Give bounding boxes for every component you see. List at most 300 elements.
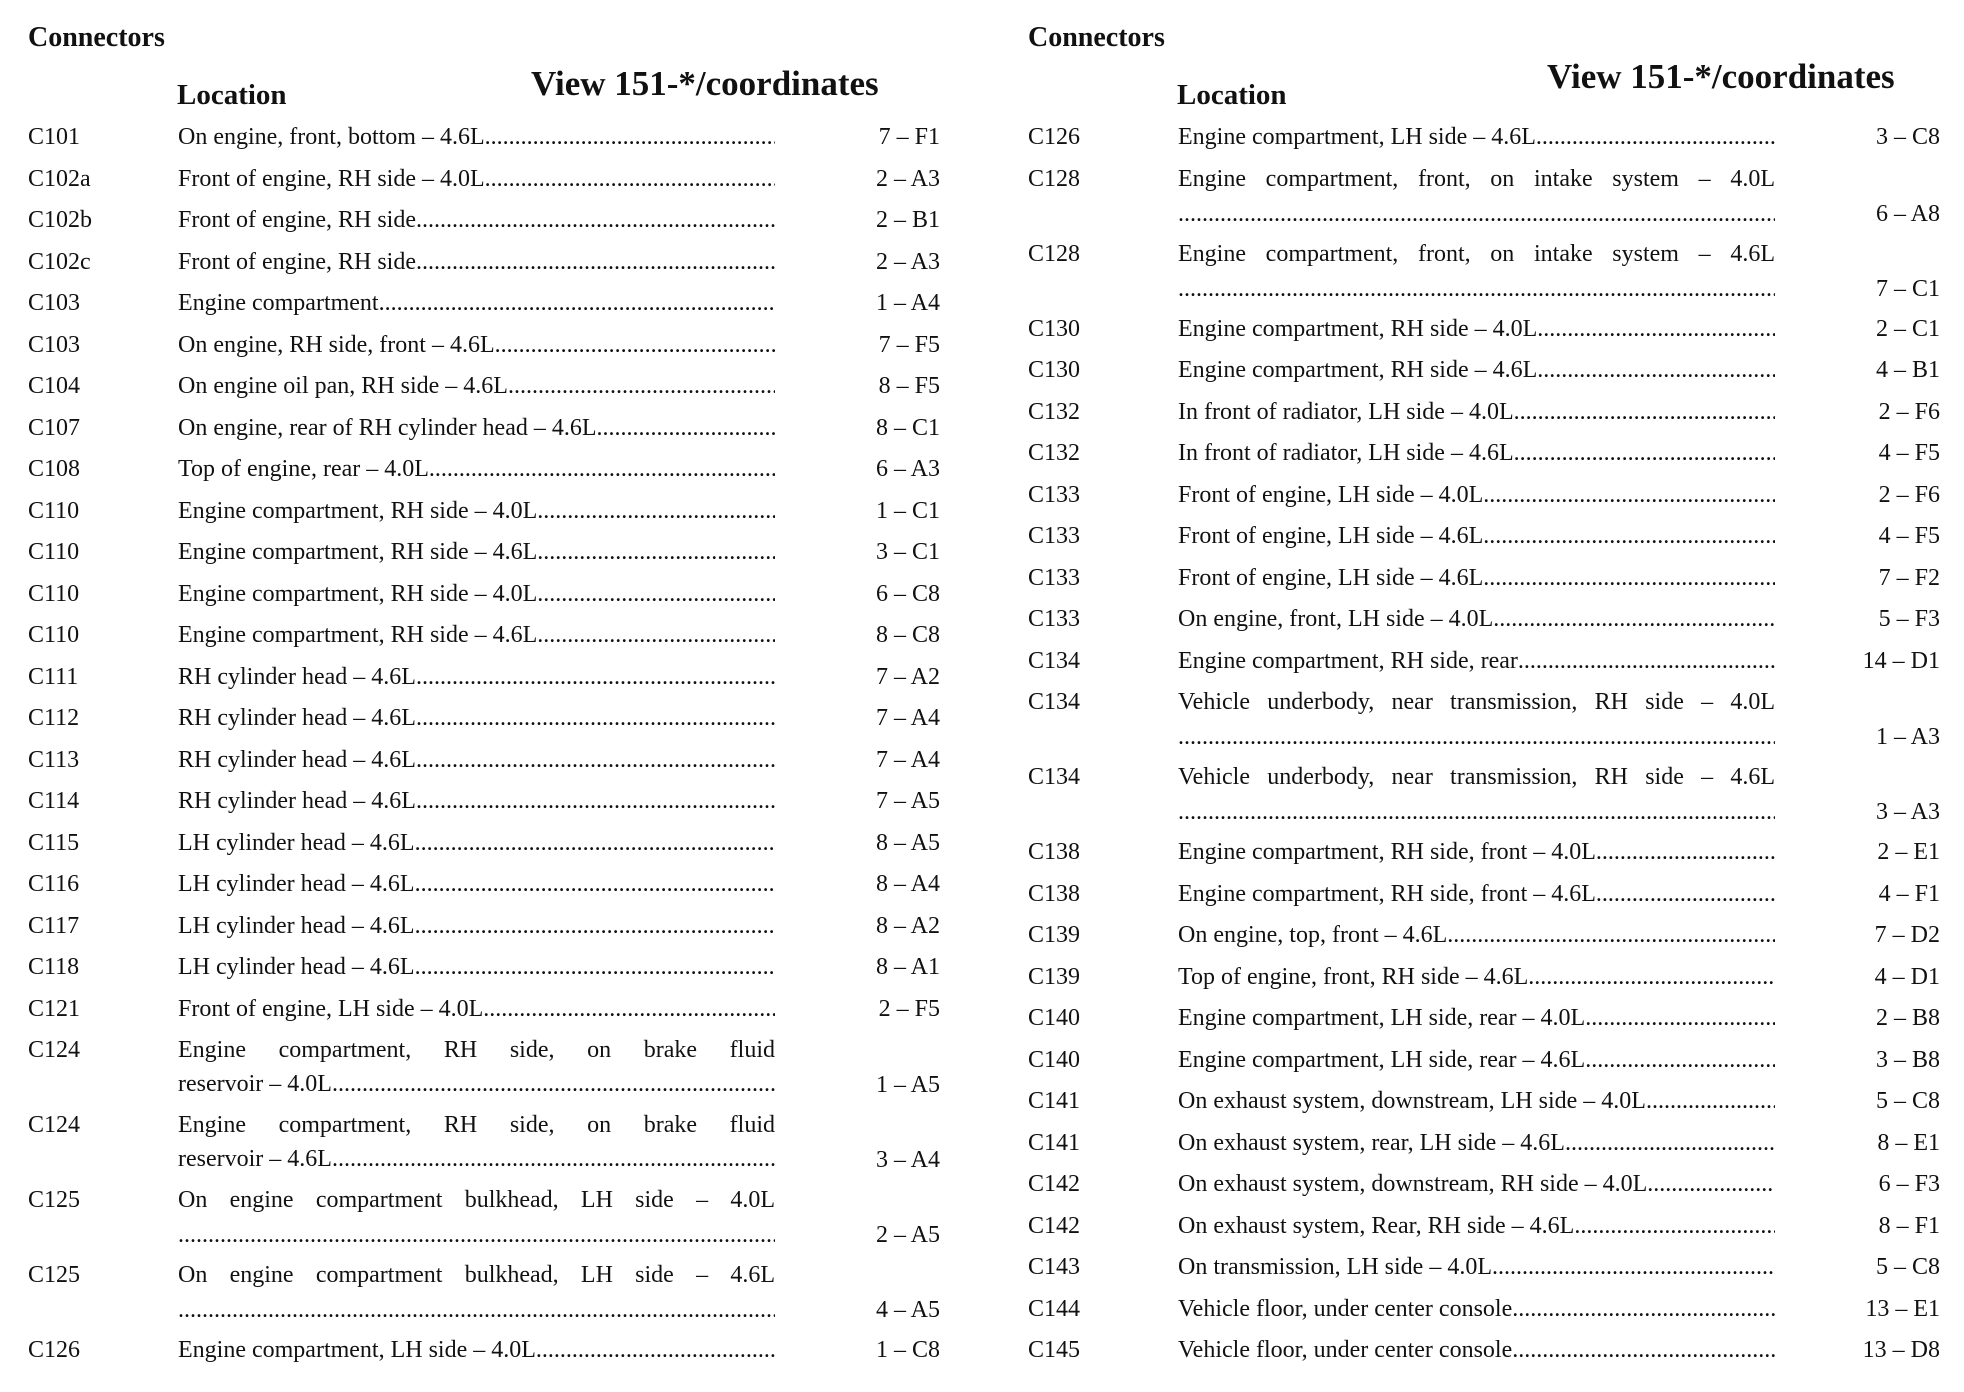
- dot-leader: [495, 328, 775, 362]
- location-line-wrapper: [178, 328, 775, 362]
- connector-location: [1178, 353, 1775, 387]
- location-line: Front of engine, LH side – 4.0L: [1178, 481, 1484, 508]
- view-coordinate: 7 – A4: [875, 746, 940, 773]
- section-title: Connectors: [1028, 22, 1165, 53]
- connector-location: [178, 120, 775, 154]
- view-coordinate: 8 – F1: [1878, 1212, 1940, 1239]
- connector-row: [28, 867, 940, 909]
- location-line: Engine compartment, RH side, on brake fluid: [178, 1037, 775, 1063]
- view-coordinate: 1 – C8: [875, 1337, 940, 1363]
- location-line: RH cylinder head – 4.6L: [178, 788, 416, 814]
- connector-location: [178, 1183, 775, 1252]
- connector-location: [178, 369, 775, 403]
- connector-row: [1028, 162, 1940, 237]
- location-line-wrapper: [178, 411, 775, 445]
- location-line: reservoir – 4.6L: [178, 1146, 332, 1172]
- connector-location: [1178, 1209, 1775, 1243]
- view-coordinate: 2 – B8: [1875, 1005, 1940, 1031]
- dot-leader: [1514, 436, 1775, 470]
- dot-leader: [1574, 1209, 1775, 1243]
- connector-id: C102b: [28, 207, 93, 233]
- dot-leader: [485, 120, 775, 154]
- view-coordinate: 5 – C8: [1875, 1088, 1940, 1114]
- view-coordinate: 7 – F2: [1878, 564, 1940, 591]
- location-line: Vehicle floor, under center console: [1178, 1295, 1513, 1322]
- location-line: Engine compartment, RH side – 4.0L: [178, 580, 538, 607]
- dot-leader: [1565, 1126, 1775, 1160]
- connector-id: C142: [1028, 1171, 1081, 1197]
- location-line: Engine compartment, RH side, front – 4.0L: [1178, 839, 1596, 865]
- location-line: On engine, rear of RH cylinder head – 4.6L: [178, 414, 597, 441]
- dot-leader: [379, 286, 775, 320]
- connector-location: [1178, 1001, 1775, 1035]
- connector-location: [1178, 760, 1775, 829]
- view-coordinate: 3 – A3: [1875, 799, 1940, 825]
- dot-leader: [537, 577, 775, 611]
- location-line-wrapper: [178, 950, 775, 984]
- view-coordinate: 4 – F5: [1878, 523, 1940, 549]
- view-coordinate: 2 – A5: [875, 1222, 940, 1248]
- location-line: In front of radiator, LH side – 4.0L: [1178, 398, 1514, 425]
- dot-leader: [1528, 960, 1775, 994]
- connector-location: [178, 286, 775, 320]
- connector-row: [1028, 1333, 1940, 1375]
- connector-id: C124: [28, 1037, 81, 1063]
- connector-row: [28, 1333, 940, 1375]
- connector-row: [28, 950, 940, 992]
- location-line: RH cylinder head – 4.6L: [178, 746, 416, 773]
- dot-leader: [416, 203, 775, 237]
- location-line: Front of engine, RH side – 4.0L: [178, 165, 485, 192]
- location-line: On exhaust system, rear, LH side – 4.6L: [1178, 1129, 1565, 1156]
- connector-id: C140: [1028, 1046, 1081, 1073]
- location-line: LH cylinder head – 4.6L: [178, 912, 415, 939]
- location-line: Top of engine, front, RH side – 4.6L: [1178, 963, 1529, 990]
- connector-location: [1178, 395, 1775, 429]
- connector-row: [1028, 1001, 1940, 1043]
- connector-id: C113: [28, 746, 80, 773]
- connector-row: [28, 1033, 940, 1108]
- connector-id: C125: [28, 1187, 81, 1213]
- connector-location: [178, 245, 775, 279]
- connector-location: [178, 950, 775, 984]
- view-coordinate: 6 – A8: [1875, 200, 1940, 227]
- location-line: Engine compartment, LH side – 4.6L: [1178, 124, 1536, 150]
- connector-id: C138: [1028, 839, 1081, 865]
- connector-row: [28, 660, 940, 702]
- connector-id: C132: [1028, 440, 1081, 466]
- connector-id: C102c: [28, 248, 91, 275]
- location-line: Front of engine, LH side – 4.0L: [178, 995, 484, 1022]
- connector-row: [1028, 835, 1940, 877]
- view-coordinate: 7 – C1: [1875, 275, 1940, 302]
- connector-id: C126: [28, 1337, 81, 1363]
- connector-location: [178, 411, 775, 445]
- connector-id: C139: [1028, 963, 1081, 990]
- location-line-wrapper: [1178, 1167, 1775, 1201]
- dot-leader: [415, 950, 775, 984]
- location-line: LH cylinder head – 4.6L: [178, 871, 415, 897]
- connector-id: C114: [28, 788, 80, 814]
- view-coordinate: 7 – F5: [878, 331, 940, 358]
- connector-row: [28, 701, 940, 743]
- dot-leader: [332, 1067, 775, 1101]
- dot-leader: [597, 411, 775, 445]
- connector-row: [28, 618, 940, 660]
- connector-location: [1178, 1167, 1775, 1201]
- connector-row: [1028, 1126, 1940, 1168]
- location-line-wrapper: [1178, 1043, 1775, 1077]
- view-coordinate: 2 – F5: [878, 995, 940, 1022]
- connector-location: [1178, 835, 1775, 869]
- location-line-wrapper: [1178, 1084, 1775, 1118]
- location-line-wrapper: [1178, 1333, 1775, 1367]
- view-coordinate: 6 – A3: [875, 456, 940, 482]
- dot-leader: [537, 618, 775, 652]
- dot-leader: [1483, 561, 1775, 595]
- location-line: Engine compartment, LH side, rear – 4.0L: [1178, 1005, 1586, 1031]
- connector-id: C108: [28, 456, 81, 482]
- dot-leader: [1512, 1292, 1775, 1326]
- view-coordinate: 13 – E1: [1865, 1295, 1940, 1322]
- view-coordinate: 1 – A4: [875, 290, 940, 316]
- location-line: Engine compartment, RH side – 4.0L: [1178, 315, 1538, 342]
- view-coordinate: 7 – A5: [875, 788, 940, 814]
- dot-leader: [1536, 120, 1775, 154]
- connector-location: [1178, 478, 1775, 512]
- connector-location: [178, 618, 775, 652]
- connector-location: [178, 1333, 775, 1367]
- location-line: Vehicle floor, under center console: [1178, 1337, 1513, 1363]
- connector-row: [28, 743, 940, 785]
- view-coordinate: 14 – D1: [1862, 647, 1940, 674]
- connector-row: [28, 369, 940, 411]
- connector-row: [1028, 602, 1940, 644]
- view-coordinate: 7 – F1: [878, 124, 940, 150]
- connector-location: [1178, 1126, 1775, 1160]
- location-line-wrapper: [178, 701, 775, 735]
- dot-leader: [1537, 353, 1775, 387]
- view-coordinate: 8 – A1: [875, 954, 940, 980]
- section-title: Connectors: [28, 22, 165, 53]
- connector-location: [1178, 918, 1775, 952]
- view-coordinate: 4 – B1: [1875, 357, 1940, 383]
- dot-leader: [1178, 720, 1775, 754]
- connector-location: [178, 826, 775, 860]
- connector-location: [178, 1108, 775, 1176]
- connector-location: [178, 328, 775, 362]
- connector-location: [178, 909, 775, 943]
- connector-row: [28, 784, 940, 826]
- location-line-wrapper: [1178, 519, 1775, 553]
- connector-row: [28, 577, 940, 619]
- dot-leader: [1596, 835, 1775, 869]
- connector-location: [1178, 1250, 1775, 1284]
- connector-id: C130: [1028, 315, 1081, 342]
- location-line: Front of engine, LH side – 4.6L: [1178, 523, 1484, 549]
- dot-leader: [415, 826, 775, 860]
- dot-leader: [536, 1333, 775, 1367]
- location-line: Engine compartment: [178, 290, 379, 316]
- location-line-wrapper: [1178, 644, 1775, 678]
- dot-leader: [483, 992, 775, 1026]
- dot-leader: [416, 743, 775, 777]
- location-line: On engine compartment bulkhead, LH side – 4.0L: [178, 1187, 775, 1213]
- connector-id: C115: [28, 829, 80, 856]
- location-line: On engine, RH side, front – 4.6L: [178, 331, 495, 358]
- connector-id: C141: [1028, 1129, 1081, 1156]
- connector-id: C145: [1028, 1337, 1081, 1363]
- location-line: Engine compartment, RH side, rear: [1178, 647, 1518, 674]
- connector-location: [178, 992, 775, 1026]
- view-coordinate: 1 – A3: [1875, 724, 1940, 750]
- location-line: On engine oil pan, RH side – 4.6L: [178, 373, 508, 399]
- location-line: Front of engine, LH side – 4.6L: [1178, 564, 1484, 591]
- connector-id: C110: [28, 497, 80, 524]
- dot-leader: [1492, 1250, 1775, 1284]
- dot-leader: [1537, 312, 1775, 346]
- connector-location: [1178, 1333, 1775, 1367]
- view-coordinate: 13 – D8: [1862, 1337, 1940, 1363]
- connector-location: [178, 494, 775, 528]
- dot-leader: [1596, 877, 1775, 911]
- location-line: LH cylinder head – 4.6L: [178, 954, 415, 980]
- location-line: RH cylinder head – 4.6L: [178, 705, 416, 731]
- location-line-wrapper: [178, 867, 775, 901]
- view-coordinate: 2 – C1: [1875, 315, 1940, 342]
- connector-id: C111: [28, 663, 79, 690]
- location-line-wrapper: [1178, 1209, 1775, 1243]
- location-line: LH cylinder head – 4.6L: [178, 829, 415, 856]
- connector-location: [1178, 120, 1775, 154]
- connector-row: [28, 826, 940, 868]
- connector-id: C144: [1028, 1295, 1081, 1322]
- connector-id: C104: [28, 373, 81, 399]
- connector-row: [1028, 436, 1940, 478]
- location-line-wrapper: [178, 618, 775, 652]
- view-coordinate: 8 – C1: [875, 414, 940, 441]
- view-coordinate: 3 – C8: [1875, 124, 1940, 150]
- connector-location: [178, 452, 775, 486]
- connector-id: C133: [1028, 564, 1081, 591]
- connector-id: C141: [1028, 1088, 1081, 1114]
- location-line-wrapper: [178, 203, 775, 237]
- connector-id: C142: [1028, 1212, 1081, 1239]
- connector-row: [28, 909, 940, 951]
- connector-row: [28, 203, 940, 245]
- view-coordinate: 1 – C1: [875, 497, 940, 524]
- connector-row: [1028, 1084, 1940, 1126]
- connector-id: C128: [1028, 240, 1081, 267]
- connector-location: [1178, 561, 1775, 595]
- connector-location: [178, 701, 775, 735]
- connector-id: C117: [28, 912, 80, 939]
- location-line: On engine, top, front – 4.6L: [1178, 922, 1448, 948]
- location-line: Top of engine, rear – 4.0L: [178, 456, 429, 482]
- connector-row: [28, 452, 940, 494]
- dot-leader: [1646, 1084, 1775, 1118]
- view-coordinate: 8 – C8: [875, 622, 940, 648]
- connector-location: [1178, 519, 1775, 553]
- connector-row: [1028, 1167, 1940, 1209]
- location-line-wrapper: [178, 245, 775, 279]
- dot-leader: [537, 494, 775, 528]
- view-coordinate: 8 – A5: [875, 829, 940, 856]
- view-coordinate: 8 – A2: [875, 912, 940, 939]
- view-coordinate: 2 – B1: [875, 207, 940, 233]
- dot-leader: [508, 369, 775, 403]
- view-coordinate: 6 – C8: [875, 580, 940, 607]
- location-header: Location: [177, 79, 287, 111]
- view-coordinates-header: View 151-*/coordinates: [1547, 57, 1895, 96]
- connector-row: [1028, 353, 1940, 395]
- dot-leader: [1585, 1043, 1775, 1077]
- connector-location: [1178, 1043, 1775, 1077]
- location-line-wrapper: [1178, 478, 1775, 512]
- dot-leader: [1647, 1167, 1775, 1201]
- dot-leader: [1512, 1333, 1775, 1367]
- connector-id: C139: [1028, 922, 1081, 948]
- connector-id: C107: [28, 414, 81, 441]
- connector-row: [1028, 312, 1940, 354]
- connector-row: [28, 1183, 940, 1258]
- connector-id: C110: [28, 539, 80, 565]
- connector-location: [1178, 237, 1775, 306]
- connector-row: [1028, 918, 1940, 960]
- view-coordinate: 3 – B8: [1875, 1046, 1940, 1073]
- connector-location: [178, 577, 775, 611]
- view-coordinate: 7 – A4: [875, 705, 940, 731]
- connector-location: [178, 162, 775, 196]
- view-coordinate: 2 – F6: [1878, 398, 1940, 425]
- location-line: On engine, front, bottom – 4.6L: [178, 124, 485, 150]
- dot-leader: [429, 452, 775, 486]
- connector-row: [28, 494, 940, 536]
- connector-row: [1028, 395, 1940, 437]
- connector-id: C125: [28, 1262, 81, 1288]
- dot-leader: [1178, 272, 1775, 306]
- connector-location: [178, 784, 775, 818]
- dot-leader: [416, 245, 775, 279]
- connector-location: [1178, 162, 1775, 231]
- location-line: Engine compartment, LH side – 4.0L: [178, 1337, 536, 1363]
- connector-location: [1178, 644, 1775, 678]
- location-line: Engine compartment, RH side – 4.0L: [178, 497, 538, 524]
- connector-location: [178, 203, 775, 237]
- location-line-wrapper: [178, 494, 775, 528]
- connector-id: C133: [1028, 606, 1081, 632]
- location-line-wrapper: [1178, 877, 1775, 911]
- connector-location: [1178, 312, 1775, 346]
- location-line-wrapper: [178, 826, 775, 860]
- view-coordinate: 5 – F3: [1878, 606, 1940, 632]
- connector-id: C133: [1028, 481, 1081, 508]
- connector-id: C143: [1028, 1254, 1081, 1280]
- view-coordinate: 4 – F1: [1878, 880, 1940, 907]
- dot-leader: [178, 1218, 775, 1252]
- connector-location: [1178, 877, 1775, 911]
- location-header: Location: [1177, 79, 1287, 111]
- dot-leader: [416, 660, 775, 694]
- connector-row: [1028, 960, 1940, 1002]
- view-coordinates-header: View 151-*/coordinates: [531, 64, 879, 103]
- location-line: Vehicle underbody, near transmission, RH side – 4.0L: [1178, 689, 1775, 715]
- location-line: On engine, front, LH side – 4.0L: [1178, 606, 1494, 632]
- connector-id: C134: [1028, 764, 1081, 790]
- connector-row: [1028, 237, 1940, 312]
- connector-location: [178, 867, 775, 901]
- connector-location: [178, 660, 775, 694]
- connector-row: [28, 120, 940, 162]
- location-line-wrapper: [178, 162, 775, 196]
- view-coordinate: 5 – C8: [1875, 1254, 1940, 1280]
- location-line-wrapper: [178, 909, 775, 943]
- connector-location: [178, 1258, 775, 1327]
- connector-row: [28, 328, 940, 370]
- connector-row: [28, 535, 940, 577]
- dot-leader: [415, 867, 775, 901]
- dot-leader: [1178, 197, 1775, 231]
- connector-id: C134: [1028, 689, 1081, 715]
- location-line-wrapper: [1178, 120, 1775, 154]
- dot-leader: [1483, 519, 1775, 553]
- location-line-wrapper: [178, 120, 775, 154]
- location-line-wrapper: [178, 286, 775, 320]
- location-line: Front of engine, RH side: [178, 248, 416, 275]
- view-coordinate: 8 – E1: [1877, 1129, 1940, 1156]
- location-line: Engine compartment, RH side, front – 4.6L: [1178, 880, 1596, 907]
- connector-id: C134: [1028, 647, 1081, 674]
- dot-leader: [332, 1142, 775, 1176]
- connector-location: [1178, 960, 1775, 994]
- location-line-wrapper: [178, 369, 775, 403]
- connector-id: C112: [28, 705, 80, 731]
- location-line-wrapper: [1178, 1126, 1775, 1160]
- connector-location: [1178, 436, 1775, 470]
- view-coordinate: 7 – A2: [875, 663, 940, 690]
- location-line-wrapper: [178, 577, 775, 611]
- location-line: In front of radiator, LH side – 4.6L: [1178, 440, 1514, 466]
- location-line-wrapper: [1178, 561, 1775, 595]
- location-line-wrapper: [1178, 395, 1775, 429]
- location-line: Engine compartment, front, on intake system – 4.6L: [1178, 240, 1775, 267]
- view-coordinate: 2 – A3: [875, 248, 940, 275]
- location-line: Vehicle underbody, near transmission, RH side – 4.6L: [1178, 764, 1775, 790]
- view-coordinate: 8 – F5: [878, 373, 940, 399]
- dot-leader: [485, 162, 775, 196]
- view-coordinate: 6 – F3: [1878, 1171, 1940, 1197]
- connector-row: [28, 992, 940, 1034]
- location-line-wrapper: [178, 743, 775, 777]
- connector-row: [28, 245, 940, 287]
- dot-leader: [1585, 1001, 1775, 1035]
- connector-row: [28, 286, 940, 328]
- connector-row: [1028, 1209, 1940, 1251]
- view-coordinate: 2 – E1: [1877, 839, 1940, 865]
- dot-leader: [178, 1293, 775, 1327]
- location-line-wrapper: [178, 1067, 775, 1101]
- connector-id: C121: [28, 995, 81, 1022]
- connector-row: [1028, 519, 1940, 561]
- connector-row: [28, 411, 940, 453]
- location-line-wrapper: [178, 1333, 775, 1367]
- connector-list: [1028, 120, 1940, 1375]
- connector-row: [1028, 478, 1940, 520]
- location-line-wrapper: [1178, 602, 1775, 636]
- location-line: Engine compartment, RH side, on brake fluid: [178, 1112, 775, 1138]
- location-line: On exhaust system, Rear, RH side – 4.6L: [1178, 1212, 1575, 1239]
- connector-id: C130: [1028, 357, 1081, 383]
